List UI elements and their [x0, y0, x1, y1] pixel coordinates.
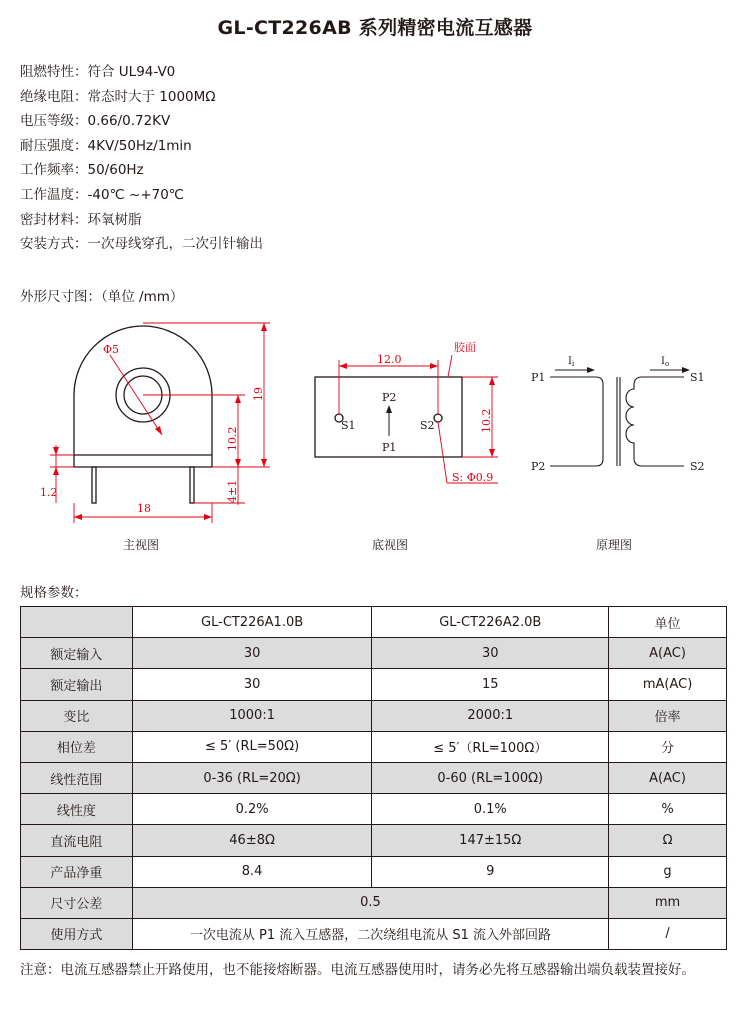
- row-label: 额定输出: [21, 669, 133, 700]
- spec-flame-retardant: 阻燃特性：符合 UL94-V0: [20, 64, 176, 80]
- input-current-label: $I_i$: [568, 356, 575, 368]
- header-empty-cell: [21, 607, 133, 638]
- row-value-model-2: 30: [372, 638, 609, 669]
- schematic-p2-label: P2: [531, 460, 546, 473]
- hole-diameter-label: Φ5: [103, 343, 120, 356]
- table-row: [21, 856, 727, 887]
- table-row-tolerance: [21, 887, 727, 918]
- table-row-usage: [21, 918, 727, 949]
- row-unit: mA(AC): [609, 669, 727, 700]
- row-label: 直流电阻: [21, 825, 133, 856]
- row-value-model-2: 0-60 (RL=100Ω): [372, 762, 609, 793]
- row-label: 使用方式: [21, 918, 133, 949]
- bottom-p2-label: P2: [382, 391, 397, 404]
- bottom-width-label: 12.0: [377, 353, 402, 366]
- table-row: [21, 825, 727, 856]
- row-unit: mm: [609, 887, 727, 918]
- document-title: GL-CT226AB 系列精密电流互感器: [217, 17, 533, 39]
- schematic-drawing: [550, 370, 685, 466]
- dimension-drawings: [0, 305, 750, 567]
- table-row: [21, 700, 727, 731]
- schematic-p1-label: P1: [531, 371, 546, 384]
- schematic-s1-label: S1: [690, 371, 705, 384]
- front-view-drawing: [74, 326, 212, 503]
- row-label: 尺寸公差: [21, 887, 133, 918]
- caution-note: 注意：电流互感器禁止开路使用，也不能接熔断器。电流互感器使用时，请务必先将互感器输出端负载装置接好。: [20, 962, 695, 978]
- row-label: 额定输入: [21, 638, 133, 669]
- row-value-model-1: 30: [132, 669, 372, 700]
- header-model-2: GL-CT226A2.0B: [372, 607, 609, 638]
- pin-length-label: 4±1: [226, 479, 239, 503]
- row-label: 相位差: [21, 731, 133, 762]
- params-header-row: [21, 607, 727, 638]
- bottom-view-pin-s2: [434, 414, 442, 422]
- height-label: 19: [252, 387, 265, 401]
- schematic-caption: 原理图: [596, 538, 633, 552]
- dimension-title: 外形尺寸图：（单位 /mm）: [20, 289, 184, 305]
- row-value-shared: 一次电流从 P1 流入互感器，二次绕组电流从 S1 流入外部回路: [132, 918, 608, 949]
- row-value-model-2: 9: [372, 856, 609, 887]
- row-value-model-2: 15: [372, 669, 609, 700]
- row-unit: g: [609, 856, 727, 887]
- params-title: 规格参数：: [20, 585, 88, 601]
- spec-frequency: 工作频率：50/60Hz: [20, 162, 144, 179]
- row-label: 线性范围: [21, 762, 133, 793]
- table-row: [21, 638, 727, 669]
- bottom-p1-label: P1: [382, 441, 397, 454]
- bottom-view-labels: [341, 341, 493, 484]
- spec-installation: 安装方式：一次母线穿孔，二次引针输出: [20, 236, 263, 253]
- front-view-pin-right: [190, 467, 194, 503]
- table-row: [21, 794, 727, 825]
- bottom-height-label: 10.2: [480, 408, 493, 433]
- row-value-model-2: ≤ 5′（RL=100Ω）: [372, 731, 609, 762]
- row-value-model-1: 0-36 (RL=20Ω): [132, 762, 372, 793]
- drawings-svg: [0, 305, 750, 567]
- schematic-labels: [531, 356, 705, 473]
- row-value-model-1: 0.2%: [132, 794, 372, 825]
- row-value-model-1: 8.4: [132, 856, 372, 887]
- row-unit: %: [609, 794, 727, 825]
- spec-temperature: 工作温度：-40℃ ~+70℃: [20, 186, 184, 203]
- row-value-shared: 0.5: [132, 887, 608, 918]
- spec-list: [20, 60, 263, 257]
- bottom-s1-label: S1: [341, 419, 356, 432]
- row-value-model-2: 147±15Ω: [372, 825, 609, 856]
- bottom-view-dimensions: [339, 355, 498, 483]
- output-current-label: $I_o$: [661, 356, 670, 368]
- row-value-model-1: 46±8Ω: [132, 825, 372, 856]
- header-model-1: GL-CT226A1.0B: [132, 607, 372, 638]
- row-unit: 分: [609, 731, 727, 762]
- header-unit: 单位: [609, 607, 727, 638]
- pin-diameter-label: S: Φ0.9: [452, 471, 494, 484]
- table-row: [21, 669, 727, 700]
- row-value-model-1: 30: [132, 638, 372, 669]
- glue-surface-label: 胶面: [454, 341, 476, 354]
- schematic-s2-label: S2: [690, 460, 705, 473]
- row-value-model-1: 1000:1: [132, 700, 372, 731]
- center-height-label: 10.2: [226, 426, 239, 451]
- row-value-model-1: ≤ 5′ (RL=50Ω): [132, 731, 372, 762]
- front-view-caption: 主视图: [123, 538, 160, 552]
- row-unit: A(AC): [609, 762, 727, 793]
- row-value-model-2: 0.1%: [372, 794, 609, 825]
- front-view-body: [74, 326, 212, 467]
- bottom-s2-label: S2: [420, 419, 435, 432]
- row-value-model-2: 2000:1: [372, 700, 609, 731]
- row-unit: Ω: [609, 825, 727, 856]
- bottom-view-direction-arrow: [386, 405, 392, 413]
- spec-insulation-resistance: 绝缘电阻：常态时大于 1000MΩ: [20, 88, 216, 105]
- front-view-pin-left: [92, 467, 96, 503]
- spec-withstand-voltage: 耐压强度：4KV/50Hz/1min: [20, 137, 192, 154]
- row-label: 线性度: [21, 794, 133, 825]
- base-thickness-label: 1.2: [40, 486, 58, 499]
- row-label: 变比: [21, 700, 133, 731]
- spec-sealing-material: 密封材料：环氧树脂: [20, 211, 142, 228]
- primary-winding: [550, 377, 603, 466]
- table-row: [21, 731, 727, 762]
- row-unit: 倍率: [609, 700, 727, 731]
- row-unit: A(AC): [609, 638, 727, 669]
- row-label: 产品净重: [21, 856, 133, 887]
- row-unit: /: [609, 918, 727, 949]
- spec-voltage-class: 电压等级：0.66/0.72KV: [20, 113, 171, 130]
- params-table: [20, 606, 727, 950]
- bottom-view-caption: 底视图: [372, 538, 409, 552]
- table-row: [21, 762, 727, 793]
- secondary-coil: [626, 377, 684, 466]
- width-label: 18: [137, 502, 151, 515]
